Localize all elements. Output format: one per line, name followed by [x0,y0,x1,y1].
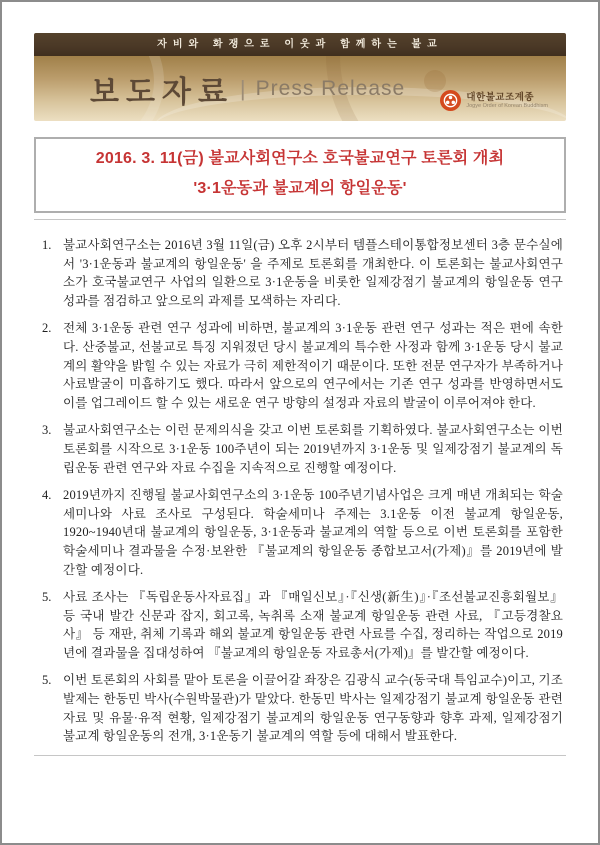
banner-slogan: 자비와 화쟁으로 이웃과 함께하는 불교 [34,33,566,56]
paragraph-number: 3. [42,423,52,438]
org-name-en: Jogye Order of Korean Buddhism [466,102,548,109]
paragraph-number: 2. [42,321,52,336]
jogye-logo [440,90,548,111]
headline-line2: '3·1운동과 불교계의 항일운동' [193,180,407,197]
paragraph-text: 2019년까지 진행될 불교사회연구소의 3·1운동 100주년기념사업은 크게 매년 개최되는 학술세미나와 사료 조사로 구성된다. 학술세미나 주제는 3.1운동 이전 불교계 항일운동, 1920~1940년대 불교계의 항일운동, 3·1운동과 불교계의 역할 등으로 이번 토론회를 포함한 학술세미나 결과물을 수정·보완한 『불교계의 항일운동 종합보고서(가제)』를 2019년에 발간할 예정이다. [63,488,563,577]
banner-main [34,56,566,121]
paragraph [42,486,563,579]
body-section [34,220,566,746]
headline-box [34,137,566,213]
paragraph [42,421,563,477]
press-release-title-en: Press Release [255,76,406,100]
paragraph-number: 5. [42,673,52,688]
paragraph [42,236,563,310]
org-name-block [466,92,548,110]
paragraph-number: 5. [42,590,52,605]
paragraph-number: 4. [42,488,52,503]
banner-title-row [34,56,566,121]
paragraph-text: 전체 3·1운동 관련 연구 성과에 비하면, 불교계의 3·1운동 관련 연구 성과는 적은 편에 속한다. 산중불교, 선불교로 특징 지워졌던 당시 불교계의 특수한 사정과 함께 3·1운동 당시 불교계의 활약을 밝힐 수 있는 자료가 극히 제한적이기 때문이다. 또한 전문 연구자가 부족하거나 사료발굴이 미흡하기도 했다. 따라서 앞으로의 연구에서는 기존 연구 성과를 반영하면서도 이를 업그레이드 할 수 있는 새로운 연구 방향의 설정과 자료의 발굴이 이루어져야 한다. [63,321,563,410]
org-name: 대한불교조계종 [466,91,535,103]
press-release-title-ko: 보도자료 [90,75,234,109]
bottom-rule [34,755,566,756]
paragraph-text: 이번 토론회의 사회를 맡아 토론을 이끌어갈 좌장은 김광식 교수(동국대 특임교수)이고, 기조발제는 한동민 박사(수원박물관)가 맡았다. 한동민 박사는 일제강점기 불교계 항일운동 관련 자료 및 유물·유적 현황, 일제강점기 불교계의 항일운동 연구동향과 향후 과제, 일제강점기 불교계 항일운동의 전개, 3·1운동기 불교계의 역할 등에 대해서 발표한다. [63,673,563,744]
title-divider: | [239,75,246,101]
paragraph-text: 불교사회연구소는 2016년 3월 11일(금) 오후 2시부터 템플스테이통합정보센터 3층 문수실에서 '3·1운동과 불교계의 항일운동' 을 주제로 토론회를 개최한다. 이 토론회는 불교사회연구소가 호국불교연구 사업의 일환으로 3·1운동을 비롯한 일제강점기 불교계의 항일운동 연구 성과를 점검하고 앞으로의 과제를 모색하는 자리다. [63,238,563,308]
paragraph-text: 불교사회연구소는 이런 문제의식을 갖고 이번 토론회를 기획하였다. 불교사회연구소는 이번 토론회를 시작으로 3·1운동 100주년이 되는 2019년까지 3·1운동 및 일제강점기 불교계의 독립운동 관련 연구와 자료 수집을 지속적으로 진행할 예정이다. [63,423,563,475]
jogye-emblem-icon [440,90,461,111]
paragraph [42,671,563,745]
paragraph [42,319,563,412]
paragraph-text: 사료 조사는 『독립운동사자료집』과 『매일신보』·『신생(新生)』·『조선불교진흥회월보』 등 국내 발간 신문과 잡지, 회고록, 녹취록 소재 불교계 항일운동 관련 사료, 『고등경찰요사』 등 재판, 취체 기록과 해외 불교계 항일운동 관련 사료를 수집, 정리하는 작업으로 2019년에 결과물을 집대성하여 『불교계의 항일운동 자료총서(가제)』를 발간할 예정이다. [63,590,563,660]
headline-line1: 2016. 3. 11(금) 불교사회연구소 호국불교연구 토론회 개최 [95,150,505,167]
paragraph-number: 1. [42,238,52,252]
header-banner [34,33,566,121]
paragraph [42,588,563,662]
